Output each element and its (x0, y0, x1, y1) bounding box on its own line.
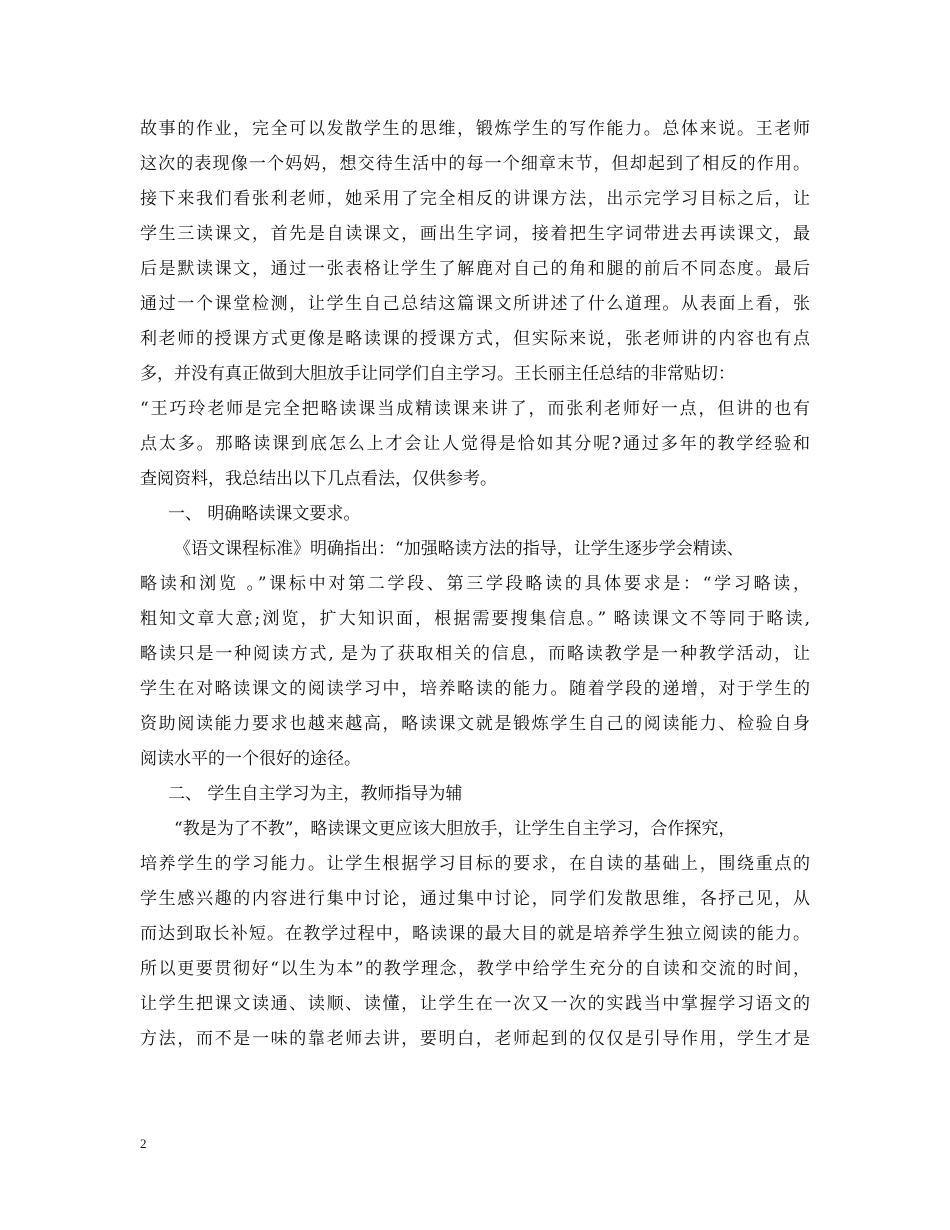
text-line: 这次的表现像一个妈妈，想交待生活中的每一个细章末节，但却起到了相反的作用。 (140, 154, 810, 174)
text-line: 查阅资料，我总结出以下几点看法，仅供参考。 (140, 469, 497, 489)
body-text (140, 112, 810, 1057)
text-line: 培养学生的学习能力。让学生根据学习目标的要求，在自读的基础上，围绕重点的 (140, 854, 810, 874)
page-number: 2 (140, 1136, 147, 1151)
text-line: 粗知文章大意;浏览，扩大知识面，根据需要搜集信息。” 略读课文不等同于略读, (140, 609, 810, 629)
text-line: 故事的作业，完全可以发散学生的思维，锻炼学生的写作能力。总体来说。王老师 (140, 119, 810, 139)
text-line: 接下来我们看张利老师，她采用了完全相反的讲课方法，出示完学习目标之后，让 (140, 189, 810, 209)
text-line: 资助阅读能力要求也越来越高，略读课文就是锻炼学生自己的阅读能力、检验自身 (140, 714, 810, 734)
text-line: 通过一个课堂检测，让学生自己总结这篇课文所讲述了什么道理。从表面上看，张 (140, 294, 810, 314)
text-line: 多，并没有真正做到大胆放手让同学们自主学习。王长丽主任总结的非常贴切： (140, 364, 735, 384)
text-line: “王巧玲老师是完全把略读课当成精读课来讲了，而张利老师好一点，但讲的也有 (140, 399, 810, 419)
text-line: 学生在对略读课文的阅读学习中，培养略读的能力。随着学段的递增，对于学生的 (140, 679, 810, 699)
text-line: 让学生把课文读通、读顺、读懂，让学生在一次又一次的实践当中掌握学习语文的 (140, 994, 810, 1014)
text-line: 略读只是一种阅读方式, 是为了获取相关的信息，而略读教学是一种教学活动，让 (140, 644, 810, 664)
text-line: 阅读水平的一个很好的途径。 (140, 749, 361, 769)
text-line: “教是为了不教”，略读课文更应该大胆放手，让学生自主学习，合作探究， (174, 819, 736, 839)
text-line: 学生感兴趣的内容进行集中讨论，通过集中讨论，同学们发散思维，各抒己见，从 (140, 889, 810, 909)
section-heading-1: 一、 明确略读课文要求。 (168, 504, 361, 524)
text-line: 方法，而不是一味的靠老师去讲，要明白，老师起到的仅仅是引导作用，学生才是 (140, 1029, 810, 1049)
text-line: 点太多。那略读课到底怎么上才会让人觉得是恰如其分呢?通过多年的教学经验和 (140, 434, 810, 454)
text-line: 利老师的授课方式更像是略读课的授课方式，但实际来说，张老师讲的内容也有点 (140, 329, 810, 349)
text-line: 学生三读课文，首先是自读课文，画出生字词，接着把生字词带进去再读课文，最 (140, 224, 810, 244)
section-heading-2: 二、 学生自主学习为主，教师指导为辅 (168, 784, 463, 804)
text-line: 而达到取长补短。在教学过程中，略读课的最大目的就是培养学生独立阅读的能力。 (140, 924, 810, 944)
text-line: 所以更要贯彻好“以生为本”的教学理念，教学中给学生充分的自读和交流的时间， (140, 959, 810, 979)
text-line: 后是默读课文，通过一张表格让学生了解鹿对自己的角和腿的前后不同态度。最后 (140, 259, 810, 279)
text-line: 《语文课程标准》明确指出：“加强略读方法的指导，让学生逐步学会精读、 (174, 539, 744, 559)
text-line: 略读和浏览 。”课标中对第二学段、第三学段略读的具体要求是：“学习略读， (140, 574, 810, 594)
